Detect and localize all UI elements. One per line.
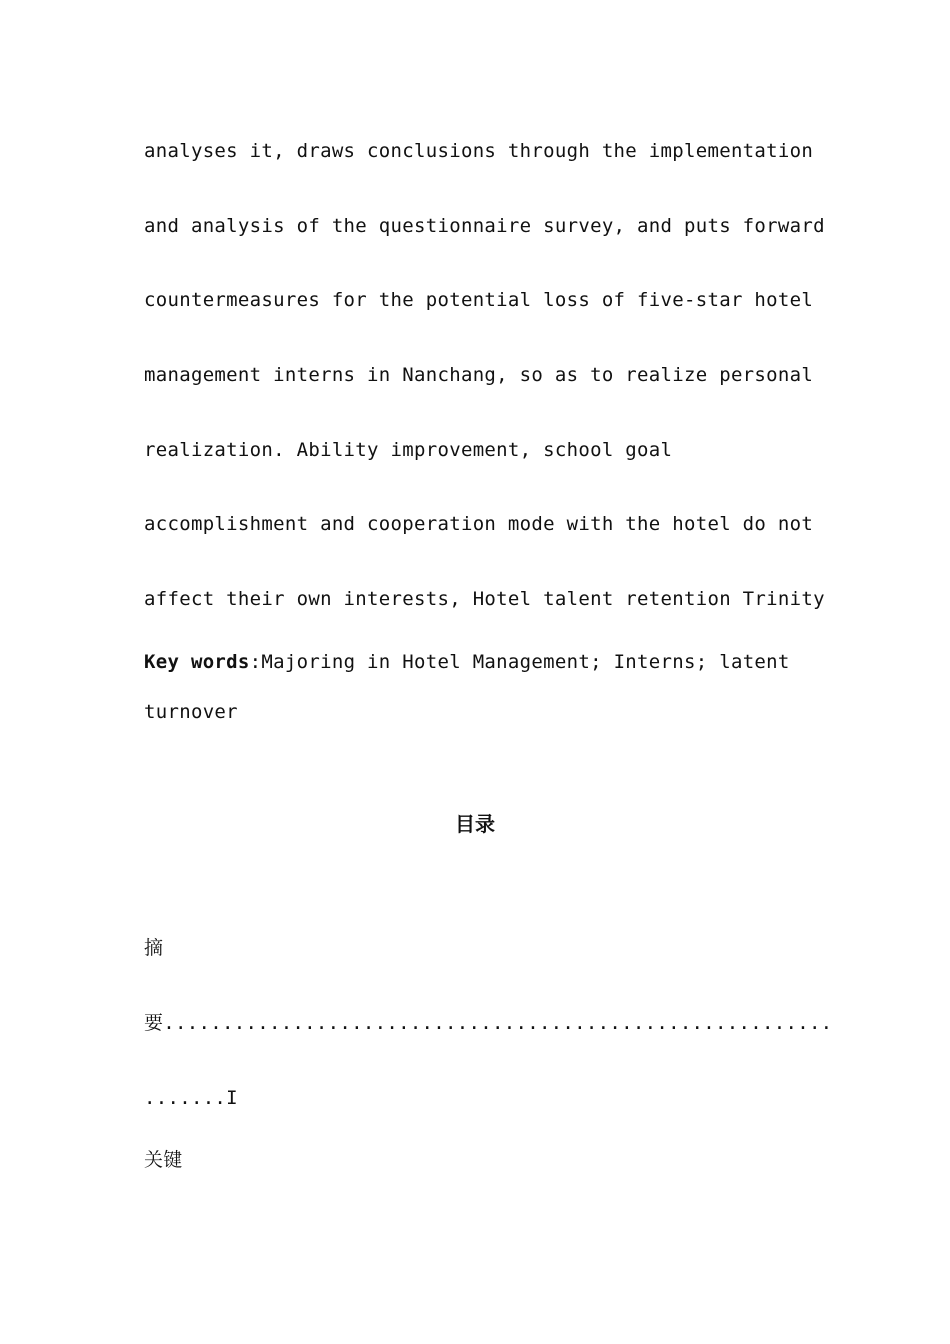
keywords-text: :Majoring in Hotel Management; Interns; latent (249, 651, 790, 673)
abstract-line-3: countermeasures for the potential loss of five-star hotel (144, 289, 814, 311)
abstract-line-6: accomplishment and cooperation mode with the hotel do not (144, 513, 814, 535)
abstract-line-7: affect their own interests, Hotel talent retention Trinity (144, 588, 825, 610)
keywords-line (144, 650, 790, 674)
abstract-line-5: realization. Ability improvement, school goal (144, 439, 673, 461)
toc-entry-abstract-page[interactable]: .......I (144, 1087, 238, 1109)
toc-entry-abstract-leader[interactable]: 要......................................................... (144, 1012, 833, 1034)
toc-entry-keywords[interactable]: 关键 (144, 1149, 183, 1171)
abstract-line-1: analyses it, draws conclusions through the implementation (144, 140, 814, 162)
abstract-line-4: management interns in Nanchang, so as to realize personal (144, 364, 814, 386)
abstract-line-2: and analysis of the questionnaire survey, and puts forward (144, 215, 825, 237)
toc-entry-abstract-char1[interactable]: 摘 (144, 937, 164, 959)
keywords-label: Key words (144, 651, 250, 673)
toc-title: 目录 (455, 812, 495, 836)
keywords-continuation: turnover (144, 701, 238, 723)
